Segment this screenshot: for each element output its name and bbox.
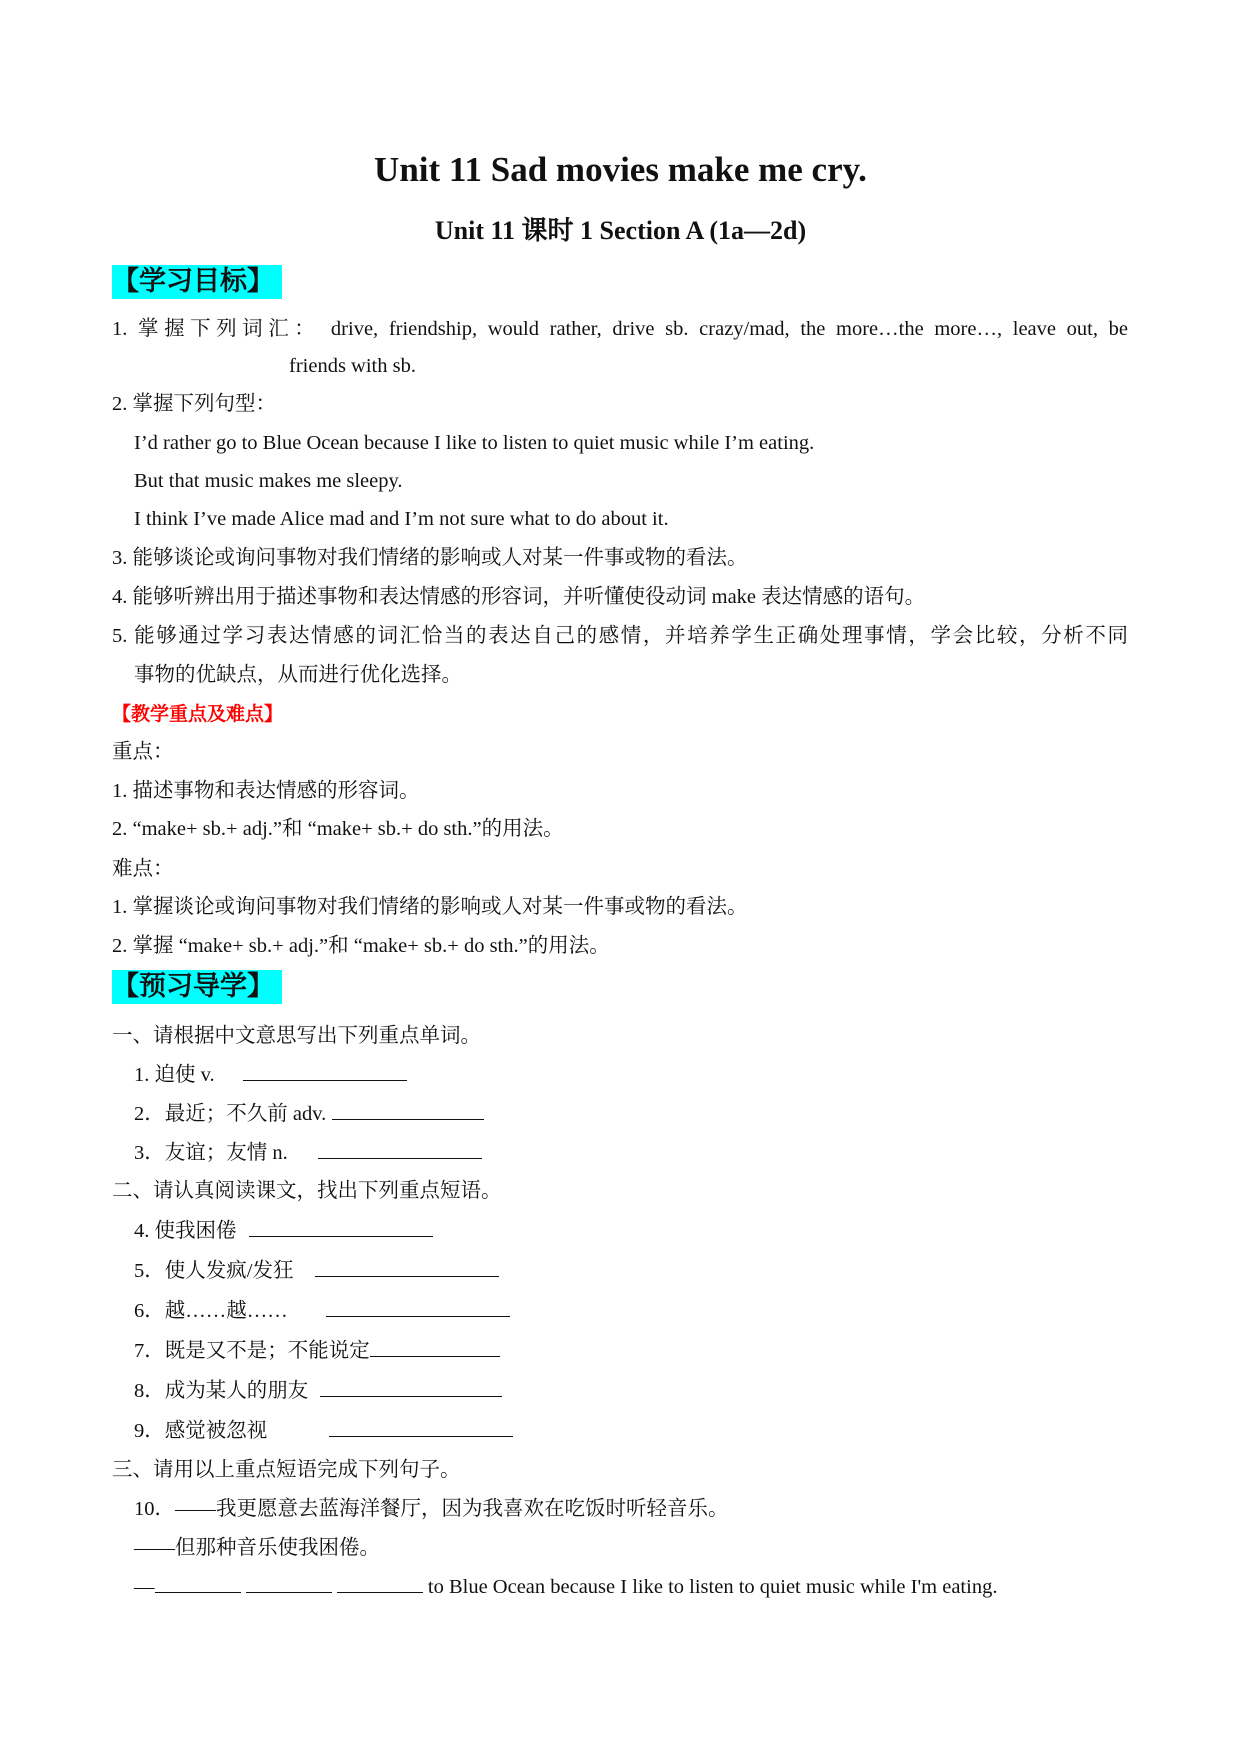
question-6-text: 6．越……越…… [134, 1300, 288, 1322]
question-4-text: 4. 使我困倦 [134, 1220, 237, 1242]
answer-blank-9[interactable] [329, 1416, 513, 1437]
question-8 [134, 1376, 502, 1405]
question-7-text: 7．既是又不是；不能说定 [134, 1340, 370, 1362]
key-points-label: 重点： [112, 741, 174, 763]
part-3-instruction: 三、请用以上重点短语完成下列句子。 [112, 1459, 461, 1481]
sentence-pattern-3: I think I’ve made Alice mad and I’m not sure what to do about it. [134, 508, 669, 530]
answer-blank-5[interactable] [315, 1256, 499, 1277]
question-2-text: 2．最近；不久前 adv. [134, 1103, 327, 1125]
objective-item-3: 3. 能够谈论或询问事物对我们情绪的影响或人对某一件事或物的看法。 [112, 547, 748, 569]
answer-blank-6[interactable] [326, 1296, 510, 1317]
answer-blank-8[interactable] [320, 1376, 502, 1397]
page-title: Unit 11 Sad movies make me cry. [374, 150, 867, 189]
question-10-text: to Blue Ocean because I like to listen to quiet music while I'm eating. [427, 1576, 998, 1598]
question-4 [134, 1216, 433, 1245]
difficult-point-1: 1. 掌握谈论或询问事物对我们情绪的影响或人对某一件事或物的看法。 [112, 896, 748, 918]
answer-blank-7[interactable] [370, 1336, 500, 1357]
key-points-heading: 【教学重点及难点】 [112, 703, 284, 725]
page-subtitle: Unit 11 课时 1 Section A (1a—2d) [434, 216, 807, 245]
key-point-2: 2. “make+ sb.+ adj.”和 “make+ sb.+ do sth.”的用法。 [112, 818, 564, 840]
objective-item-5: 5. 能够通过学习表达情感的词汇恰当的表达自己的感情，并培养学生正确处理事情，学会比较，分析不同 [112, 625, 1128, 647]
answer-blank-10c[interactable] [337, 1572, 423, 1593]
question-10-dialogue-2: ——但那种音乐使我困倦。 [134, 1537, 380, 1559]
answer-blank-1[interactable] [243, 1060, 407, 1081]
objective-item-2: 2. 掌握下列句型： [112, 393, 276, 415]
question-9-text: 9．感觉被忽视 [134, 1420, 268, 1442]
difficult-points-label: 难点： [112, 858, 174, 880]
question-8-text: 8．成为某人的朋友 [134, 1380, 309, 1402]
question-3 [134, 1138, 482, 1167]
question-1 [134, 1060, 407, 1089]
question-5 [134, 1256, 499, 1285]
sentence-pattern-2: But that music makes me sleepy. [134, 470, 403, 492]
question-10-translation [134, 1572, 997, 1601]
answer-blank-4[interactable] [249, 1216, 433, 1237]
question-3-text: 3．友谊；友情 n. [134, 1142, 288, 1164]
answer-blank-10b[interactable] [246, 1572, 332, 1593]
question-2 [134, 1099, 484, 1128]
question-1-text: 1. 迫使 v. [134, 1064, 215, 1086]
question-5-text: 5．使人发疯/发狂 [134, 1260, 294, 1282]
sentence-pattern-1: I’d rather go to Blue Ocean because I like to listen to quiet music while I’m eating. [134, 432, 815, 454]
question-7 [134, 1336, 500, 1365]
question-6 [134, 1296, 510, 1325]
difficult-point-2: 2. 掌握 “make+ sb.+ adj.”和 “make+ sb.+ do sth.”的用法。 [112, 935, 610, 957]
objective-item-4: 4. 能够听辨出用于描述事物和表达情感的形容词，并听懂使役动词 make 表达情感的语句。 [112, 586, 926, 608]
section-heading-preview: 【预习导学】 [112, 970, 282, 1004]
objective-item-1-cont: friends with sb. [289, 355, 416, 377]
part-1-instruction: 一、请根据中文意思写出下列重点单词。 [112, 1025, 481, 1047]
answer-blank-2[interactable] [332, 1099, 484, 1120]
question-10-dash: — [134, 1576, 155, 1598]
section-heading-objectives: 【学习目标】 [112, 265, 282, 299]
answer-blank-3[interactable] [318, 1138, 482, 1159]
key-point-1: 1. 描述事物和表达情感的形容词。 [112, 780, 420, 802]
part-2-instruction: 二、请认真阅读课文，找出下列重点短语。 [112, 1180, 502, 1202]
objective-item-1: 1. 掌握下列词汇： drive, friendship, would rather, drive sb. crazy/mad, the more…the more…, leave out, be [112, 318, 1128, 340]
answer-blank-10a[interactable] [155, 1572, 241, 1593]
question-10-dialogue-1: 10．——我更愿意去蓝海洋餐厅，因为我喜欢在吃饭时听轻音乐。 [134, 1498, 729, 1520]
objective-item-5-cont: 事物的优缺点，从而进行优化选择。 [134, 664, 462, 686]
question-9 [134, 1416, 513, 1445]
